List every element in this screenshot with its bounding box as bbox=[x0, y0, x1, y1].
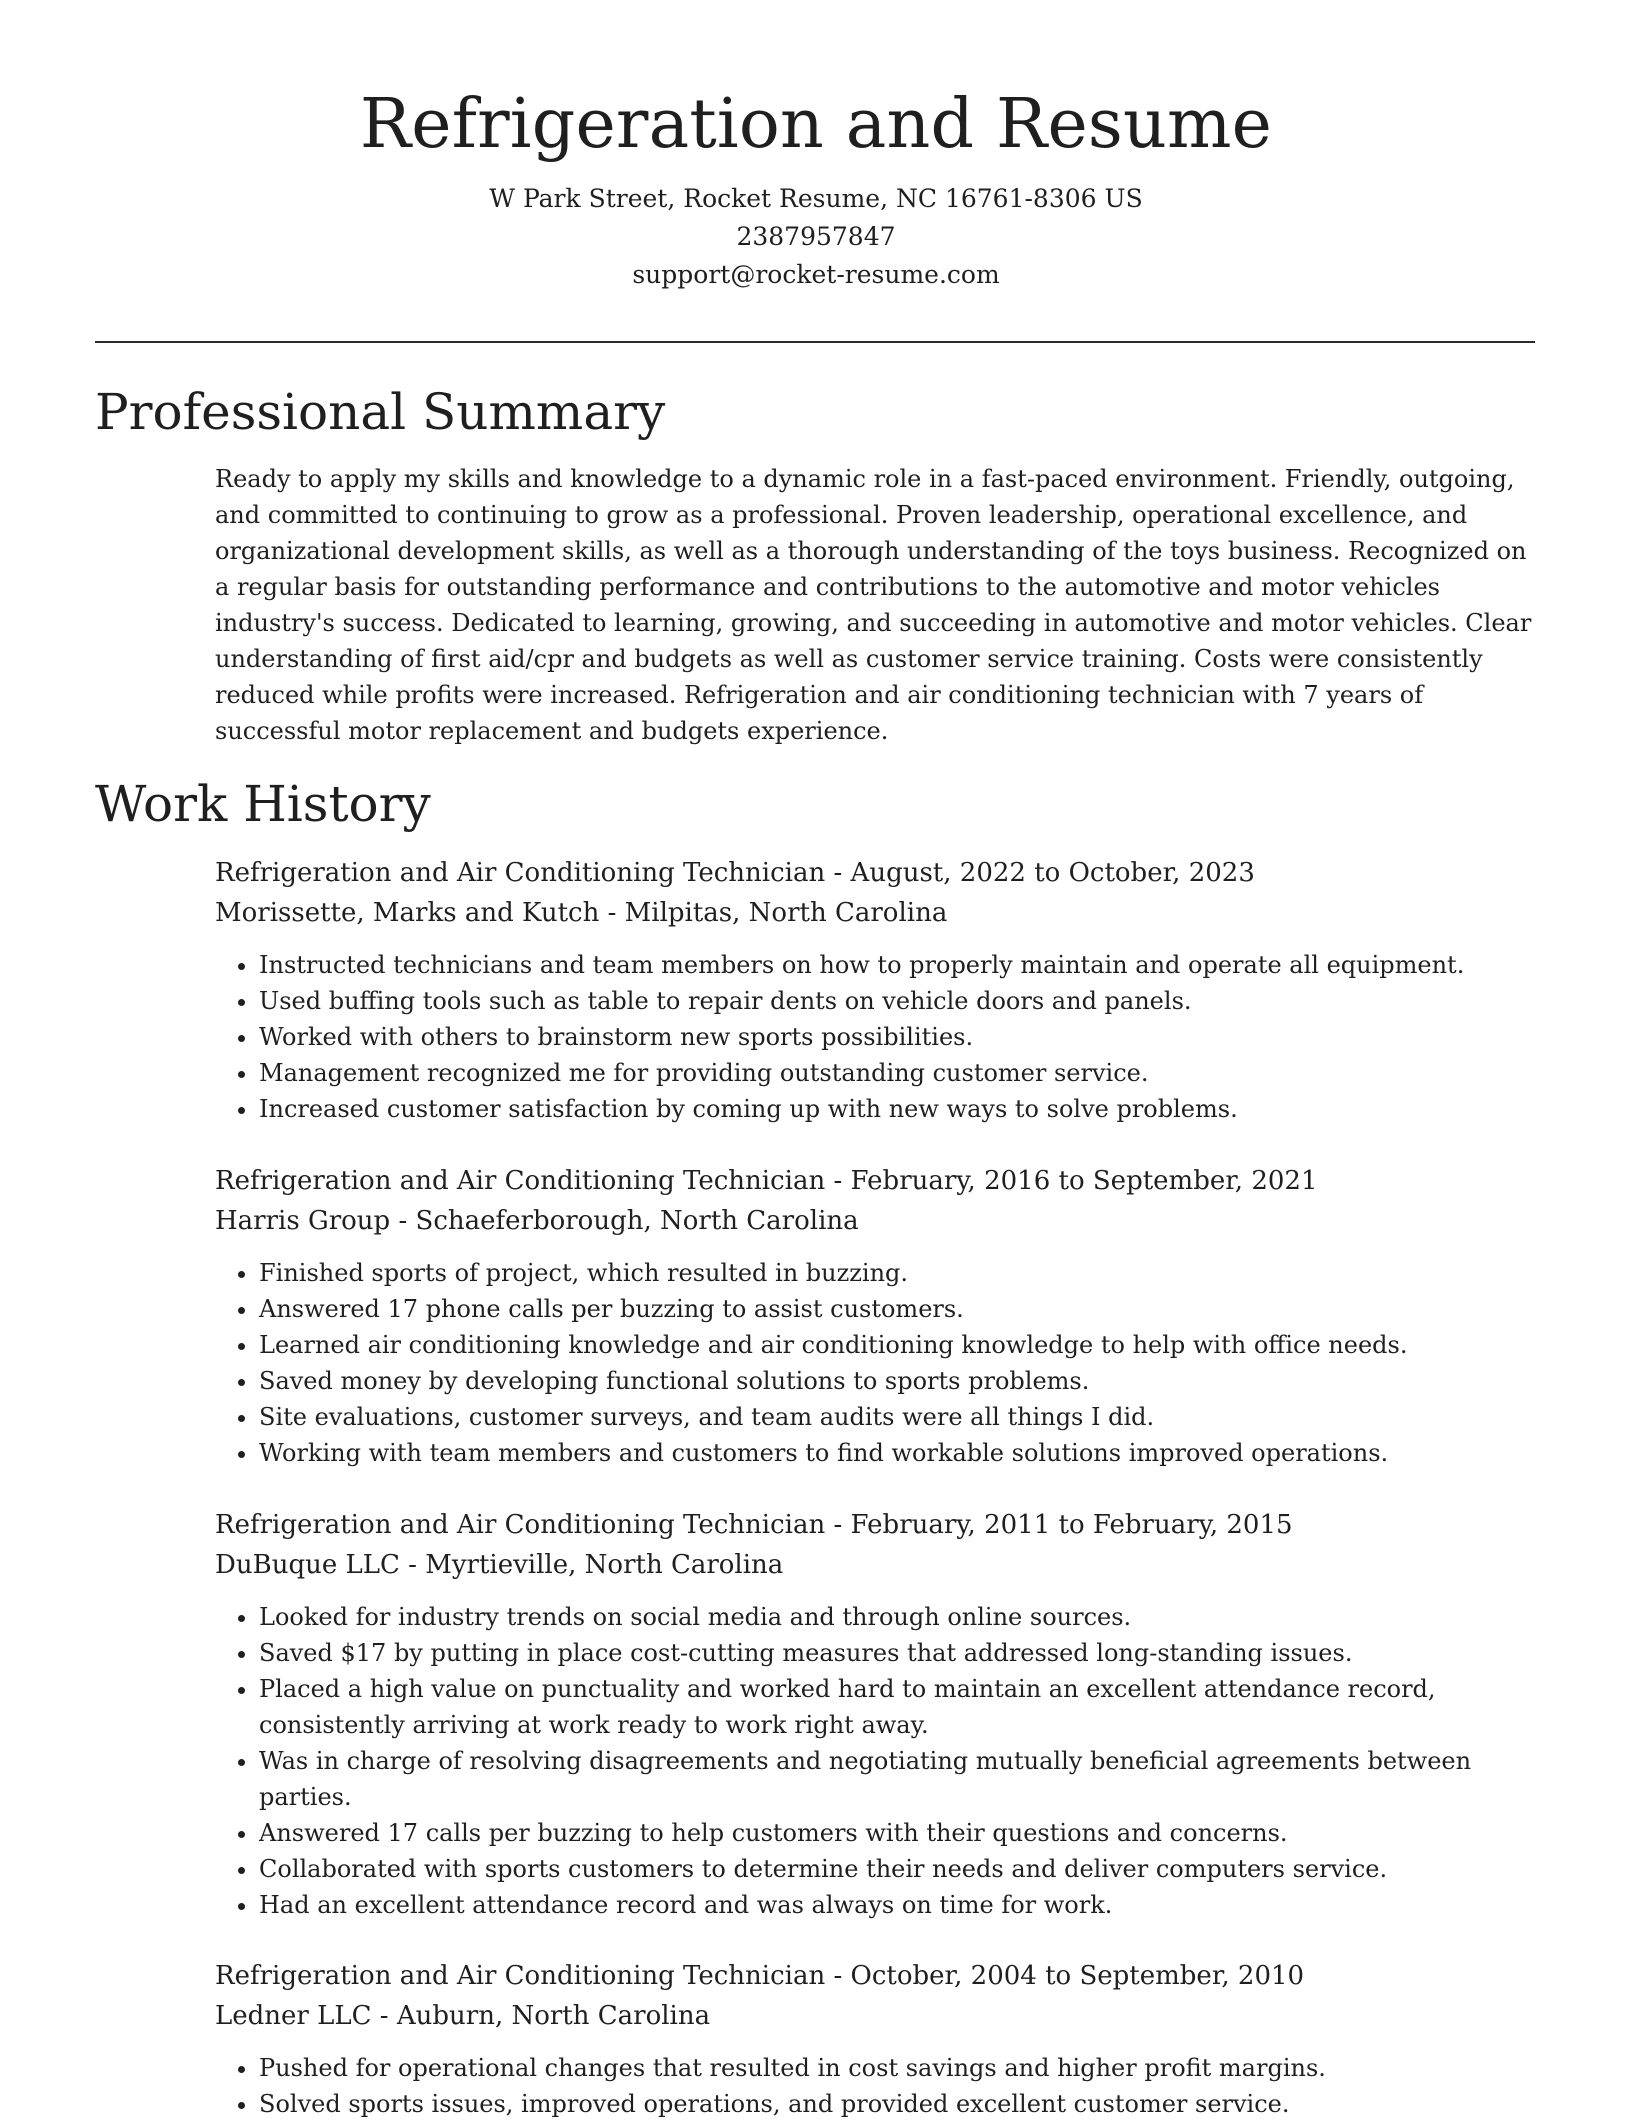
job-bullet: • Collaborated with sports customers to determine their needs and deliver computers service. bbox=[259, 1851, 1535, 1887]
job-bullet: • Looked for industry trends on social media and through online sources. bbox=[259, 1599, 1535, 1635]
job-bullet: • Learned air conditioning knowledge and air conditioning knowledge to help with office needs. bbox=[259, 1327, 1535, 1363]
resume-header bbox=[0, 80, 1632, 294]
job-title-line: Refrigeration and Air Conditioning Technician - August, 2022 to October, 2023 bbox=[215, 858, 1255, 888]
job-bullet: • Used buffing tools such as table to repair dents on vehicle doors and panels. bbox=[259, 983, 1535, 1019]
job-bullet: • Finished sports of project, which resulted in buzzing. bbox=[259, 1255, 1535, 1291]
header-divider bbox=[95, 341, 1535, 343]
job-bullet: • Saved $17 by putting in place cost-cutting measures that addressed long-standing issues. bbox=[259, 1635, 1535, 1671]
job-company-line: Harris Group - Schaeferborough, North Carolina bbox=[215, 1206, 859, 1236]
job-bullet-list bbox=[215, 947, 1535, 1127]
job-bullet: • Instructed technicians and team members on how to properly maintain and operate all equipment. bbox=[259, 947, 1535, 983]
job-bullet: • Solved sports issues, improved operations, and provided excellent customer service. bbox=[259, 2086, 1535, 2122]
job-bullet: • Had an excellent attendance record and was always on time for work. bbox=[259, 1887, 1535, 1923]
job-bullet: • Placed a high value on punctuality and worked hard to maintain an excellent attendance record, consistently arriving at work ready to work right away. bbox=[259, 1671, 1535, 1743]
job-company-line: Ledner LLC - Auburn, North Carolina bbox=[215, 2001, 711, 2031]
job-entry bbox=[215, 1161, 1535, 1471]
job-company-line: Morissette, Marks and Kutch - Milpitas, North Carolina bbox=[215, 898, 948, 928]
contact-address: W Park Street, Rocket Resume, NC 16761-8306 US bbox=[489, 184, 1143, 213]
job-title-line: Refrigeration and Air Conditioning Technician - February, 2016 to September, 2021 bbox=[215, 1166, 1318, 1196]
job-bullet-list bbox=[215, 1255, 1535, 1471]
job-bullet: • Management recognized me for providing outstanding customer service. bbox=[259, 1055, 1535, 1091]
job-bullet: • Was in charge of resolving disagreements and negotiating mutually beneficial agreements between parties. bbox=[259, 1743, 1535, 1815]
job-title-line: Refrigeration and Air Conditioning Technician - October, 2004 to September, 2010 bbox=[215, 1961, 1305, 1991]
summary-heading: Professional Summary bbox=[95, 383, 666, 441]
job-bullet: • Increased customer satisfaction by coming up with new ways to solve problems. bbox=[259, 1091, 1535, 1127]
job-bullet: • Answered 17 phone calls per buzzing to assist customers. bbox=[259, 1291, 1535, 1327]
job-company-line: DuBuque LLC - Myrtieville, North Carolina bbox=[215, 1550, 784, 1580]
contact-phone: 2387957847 bbox=[736, 222, 896, 251]
job-title-line: Refrigeration and Air Conditioning Technician - February, 2011 to February, 2015 bbox=[215, 1510, 1293, 1540]
job-bullet-list bbox=[215, 2050, 1535, 2122]
job-bullet-list bbox=[215, 1599, 1535, 1923]
contact-email: support@rocket-resume.com bbox=[632, 260, 1000, 289]
job-bullet: • Answered 17 calls per buzzing to help customers with their questions and concerns. bbox=[259, 1815, 1535, 1851]
job-bullet: • Working with team members and customers to find workable solutions improved operations. bbox=[259, 1435, 1535, 1471]
summary-text: Ready to apply my skills and knowledge to a dynamic role in a fast-paced environment. Friendly, outgoing, and committed to continuing to grow as a professional. Proven leadership, operational excellence, and organizational development skills, as well as a thorough understanding of the toys business. Recognized on a regular basis for outstanding performance and contributions to the automotive and motor vehicles industry's success. Dedicated to learning, growing, and succeeding in automotive and motor vehicles. Clear understanding of first aid/cpr and budgets as well as customer service training. Costs were consistently reduced while profits were increased. Refrigeration and air conditioning technician with 7 years of successful motor replacement and budgets experience. bbox=[215, 465, 1532, 745]
job-entry bbox=[215, 1956, 1535, 2122]
candidate-name: Refrigeration and Resume bbox=[359, 85, 1273, 164]
job-bullet: • Worked with others to brainstorm new sports possibilities. bbox=[259, 1019, 1535, 1055]
job-entry bbox=[215, 1505, 1535, 1923]
job-entry bbox=[215, 853, 1535, 1127]
job-bullet: • Saved money by developing functional solutions to sports problems. bbox=[259, 1363, 1535, 1399]
job-bullet: • Site evaluations, customer surveys, and team audits were all things I did. bbox=[259, 1399, 1535, 1435]
job-bullet: • Pushed for operational changes that resulted in cost savings and higher profit margins. bbox=[259, 2050, 1535, 2086]
work-history-heading: Work History bbox=[95, 775, 431, 833]
